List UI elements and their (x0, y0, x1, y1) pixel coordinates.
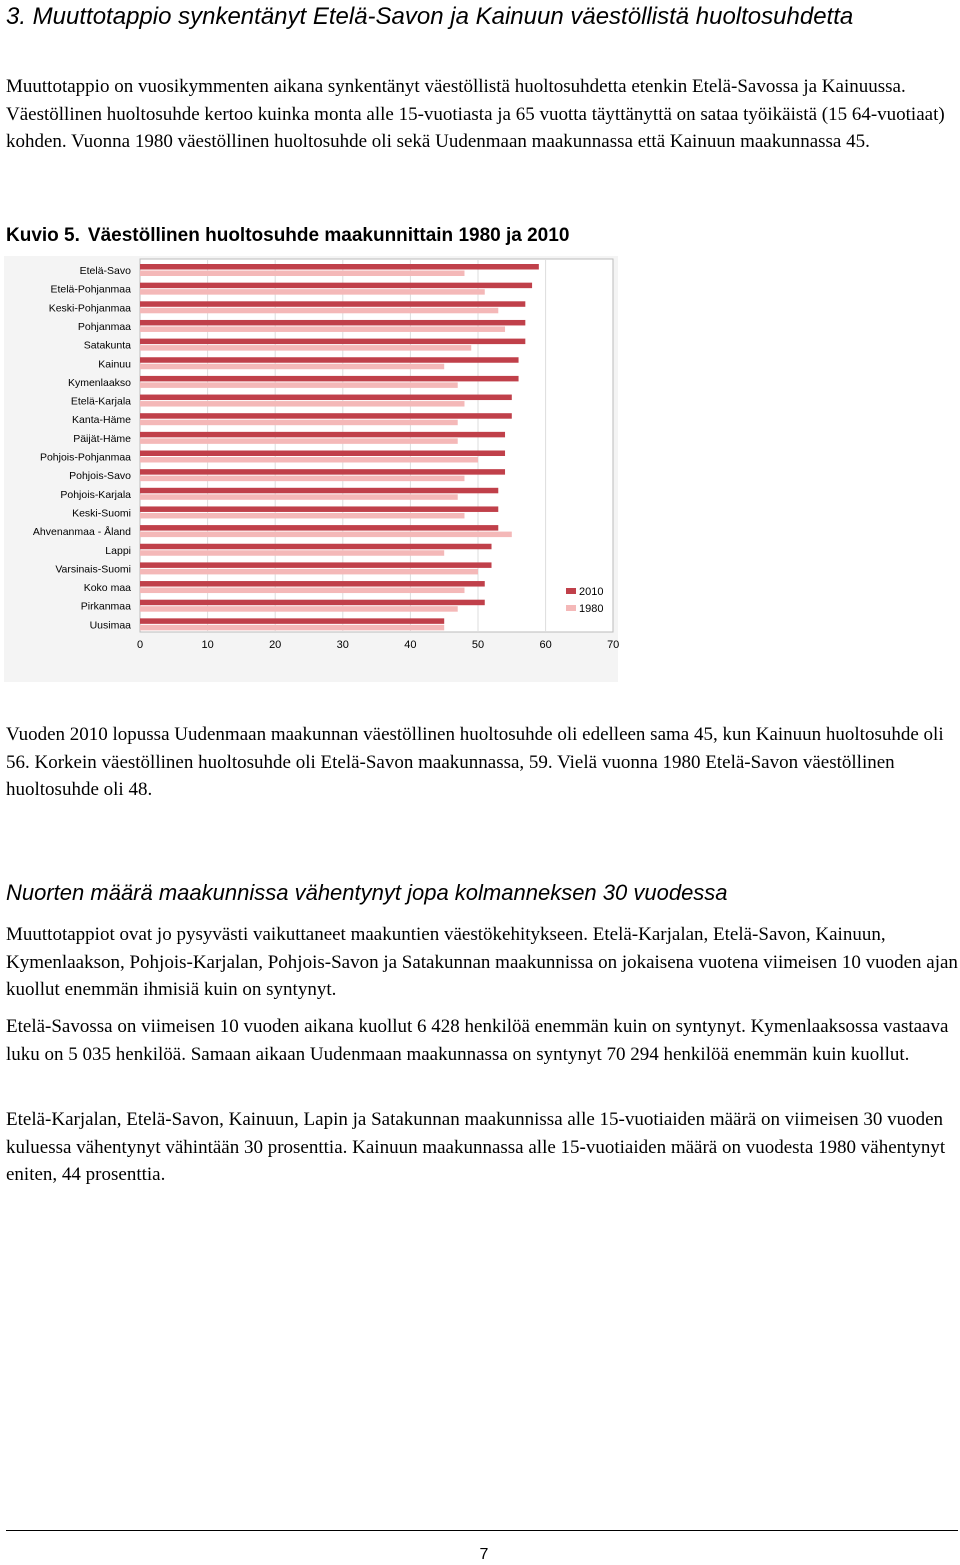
bar-1980 (140, 438, 458, 444)
category-label: Pohjois-Savo (69, 470, 131, 483)
intro-paragraph: Muuttotappio on vuosikymmenten aikana synkentänyt väestöllistä huoltosuhdetta etenkin Etelä-Savossa ja Kainuussa. Väestöllinen huoltosuhde kertoo kuinka monta alle 15-vuotiasta ja 65 vuotta täyttänyttä on sataa työikäistä (15 64-vuotiaat) kohden. Vuonna 1980 väestöllinen huoltosuhde oli sekä Uudenmaan maakunnassa että Kainuun maakunnassa 45. (6, 76, 945, 152)
legend-swatch-2010 (566, 588, 576, 594)
bar-1980 (140, 326, 505, 332)
category-label: Päijät-Häme (73, 432, 131, 445)
category-label: Koko maa (83, 582, 131, 595)
figure-caption (6, 225, 569, 247)
bar-2010 (140, 283, 532, 289)
bar-2010 (140, 395, 512, 401)
category-label: Kymenlaakso (67, 376, 131, 389)
x-tick-label: 60 (539, 639, 552, 651)
x-tick-label: 70 (607, 639, 620, 651)
bar-2010 (140, 451, 505, 457)
legend-label: 2010 (579, 586, 604, 598)
plot-area (140, 259, 613, 632)
body-paragraph-1: Muuttotappiot ovat jo pysyvästi vaikuttaneet maakuntien väestökehitykseen. Etelä-Karjalan, Etelä-Savon, Kainuun, Kymenlaakson, Pohjois-Karjalan, Pohjois-Savon ja Satakunnan maakunnissa on jokaisena vuotena viimeisen 10 vuoden ajan kuollut enemmän ihmisiä kuin on syntynyt. (6, 924, 958, 1000)
category-label: Pohjanmaa (77, 320, 131, 333)
category-label: Kainuu (98, 358, 131, 371)
bar-2010 (140, 376, 519, 382)
bar-2010 (140, 618, 444, 624)
bar-2010 (140, 413, 512, 419)
page-number: 7 (479, 1546, 489, 1563)
bar-1980 (140, 494, 458, 500)
category-label: Keski-Pohjanmaa (48, 302, 131, 315)
bar-1980 (140, 457, 478, 463)
bar-1980 (140, 513, 464, 519)
x-tick-label: 10 (201, 639, 214, 651)
bar-1980 (140, 289, 485, 295)
category-label: Pohjois-Karjala (60, 488, 131, 501)
bar-1980 (140, 606, 458, 612)
bar-2010 (140, 562, 492, 568)
bar-2010 (140, 544, 492, 550)
category-label: Satakunta (83, 339, 131, 352)
category-label: Kanta-Häme (72, 414, 131, 427)
chart-description-paragraph: Vuoden 2010 lopussa Uudenmaan maakunnan väestöllinen huoltosuhde oli edelleen sama 45, kun Kainuun huoltosuhde oli 56. Korkein väestöllinen huoltosuhde oli Etelä-Savon maakunnassa, 59. Vielä vuonna 1980 Etelä-Savon väestöllinen huoltosuhde oli 48. (6, 724, 944, 800)
category-label: Varsinais-Suomi (55, 563, 131, 576)
bar-1980 (140, 550, 444, 556)
bar-2010 (140, 469, 505, 475)
section-heading: 3. Muuttotappio synkentänyt Etelä-Savon ja Kainuun väestöllistä huoltosuhdetta (6, 3, 854, 30)
category-label: Etelä-Savo (79, 265, 131, 277)
bar-1980 (140, 476, 464, 482)
bar-1980 (140, 588, 464, 594)
bar-1980 (140, 532, 512, 538)
bar-2010 (140, 525, 498, 531)
category-label: Keski-Suomi (72, 507, 131, 520)
bar-2010 (140, 432, 505, 438)
category-label: Ahvenanmaa - Åland (32, 526, 131, 539)
legend-label: 1980 (579, 603, 604, 615)
category-label: Etelä-Karjala (70, 395, 131, 408)
bar-2010 (140, 357, 519, 363)
bar-2010 (140, 488, 498, 494)
bar-2010 (140, 301, 525, 307)
bar-1980 (140, 271, 464, 277)
bar-1980 (140, 420, 458, 426)
bar-1980 (140, 308, 498, 314)
figure-number: Kuvio 5. (6, 225, 80, 246)
bar-chart (0, 252, 622, 684)
bar-2010 (140, 264, 539, 270)
legend-swatch-1980 (566, 605, 576, 611)
x-tick-label: 30 (336, 639, 349, 651)
bar-1980 (140, 364, 444, 370)
subsection-heading: Nuorten määrä maakunnissa vähentynyt jopa kolmanneksen 30 vuodessa (6, 880, 728, 905)
x-tick-label: 40 (404, 639, 417, 651)
bar-1980 (140, 382, 458, 388)
category-label: Pirkanmaa (80, 600, 131, 613)
x-tick-label: 20 (269, 639, 282, 651)
bar-2010 (140, 339, 525, 345)
body-paragraph-2: Etelä-Savossa on viimeisen 10 vuoden aikana kuollut 6 428 henkilöä enemmän kuin on syntynyt. Kymenlaaksossa vastaava luku on 5 035 henkilöä. Samaan aikaan Uudenmaan maakunnassa on syntynyt 70 294 henkilöä enemmän kuin kuollut. (6, 1016, 949, 1065)
bar-2010 (140, 320, 525, 326)
bar-2010 (140, 581, 485, 587)
category-label: Lappi (105, 544, 131, 557)
bar-1980 (140, 625, 444, 631)
bar-1980 (140, 569, 478, 575)
category-label: Uusimaa (89, 619, 131, 632)
x-tick-label: 50 (471, 639, 485, 651)
category-label: Pohjois-Pohjanmaa (39, 451, 131, 464)
bar-2010 (140, 600, 485, 606)
category-label: Etelä-Pohjanmaa (50, 283, 131, 296)
footer-divider (6, 1530, 958, 1531)
bar-1980 (140, 345, 471, 351)
figure-title: Väestöllinen huoltosuhde maakunnittain 1980 ja 2010 (87, 225, 570, 246)
bar-2010 (140, 506, 498, 512)
x-tick-label: 0 (136, 639, 144, 651)
bar-1980 (140, 401, 464, 407)
body-paragraph-3: Etelä-Karjalan, Etelä-Savon, Kainuun, Lapin ja Satakunnan maakunnissa alle 15-vuotiaiden määrä on viimeisen 30 vuoden kuluessa vähentynyt vähintään 30 prosenttia. Kainuun maakunnassa alle 15-vuotiaiden määrä on vuodesta 1980 vähentynyt eniten, 44 prosenttia. (6, 1109, 946, 1185)
